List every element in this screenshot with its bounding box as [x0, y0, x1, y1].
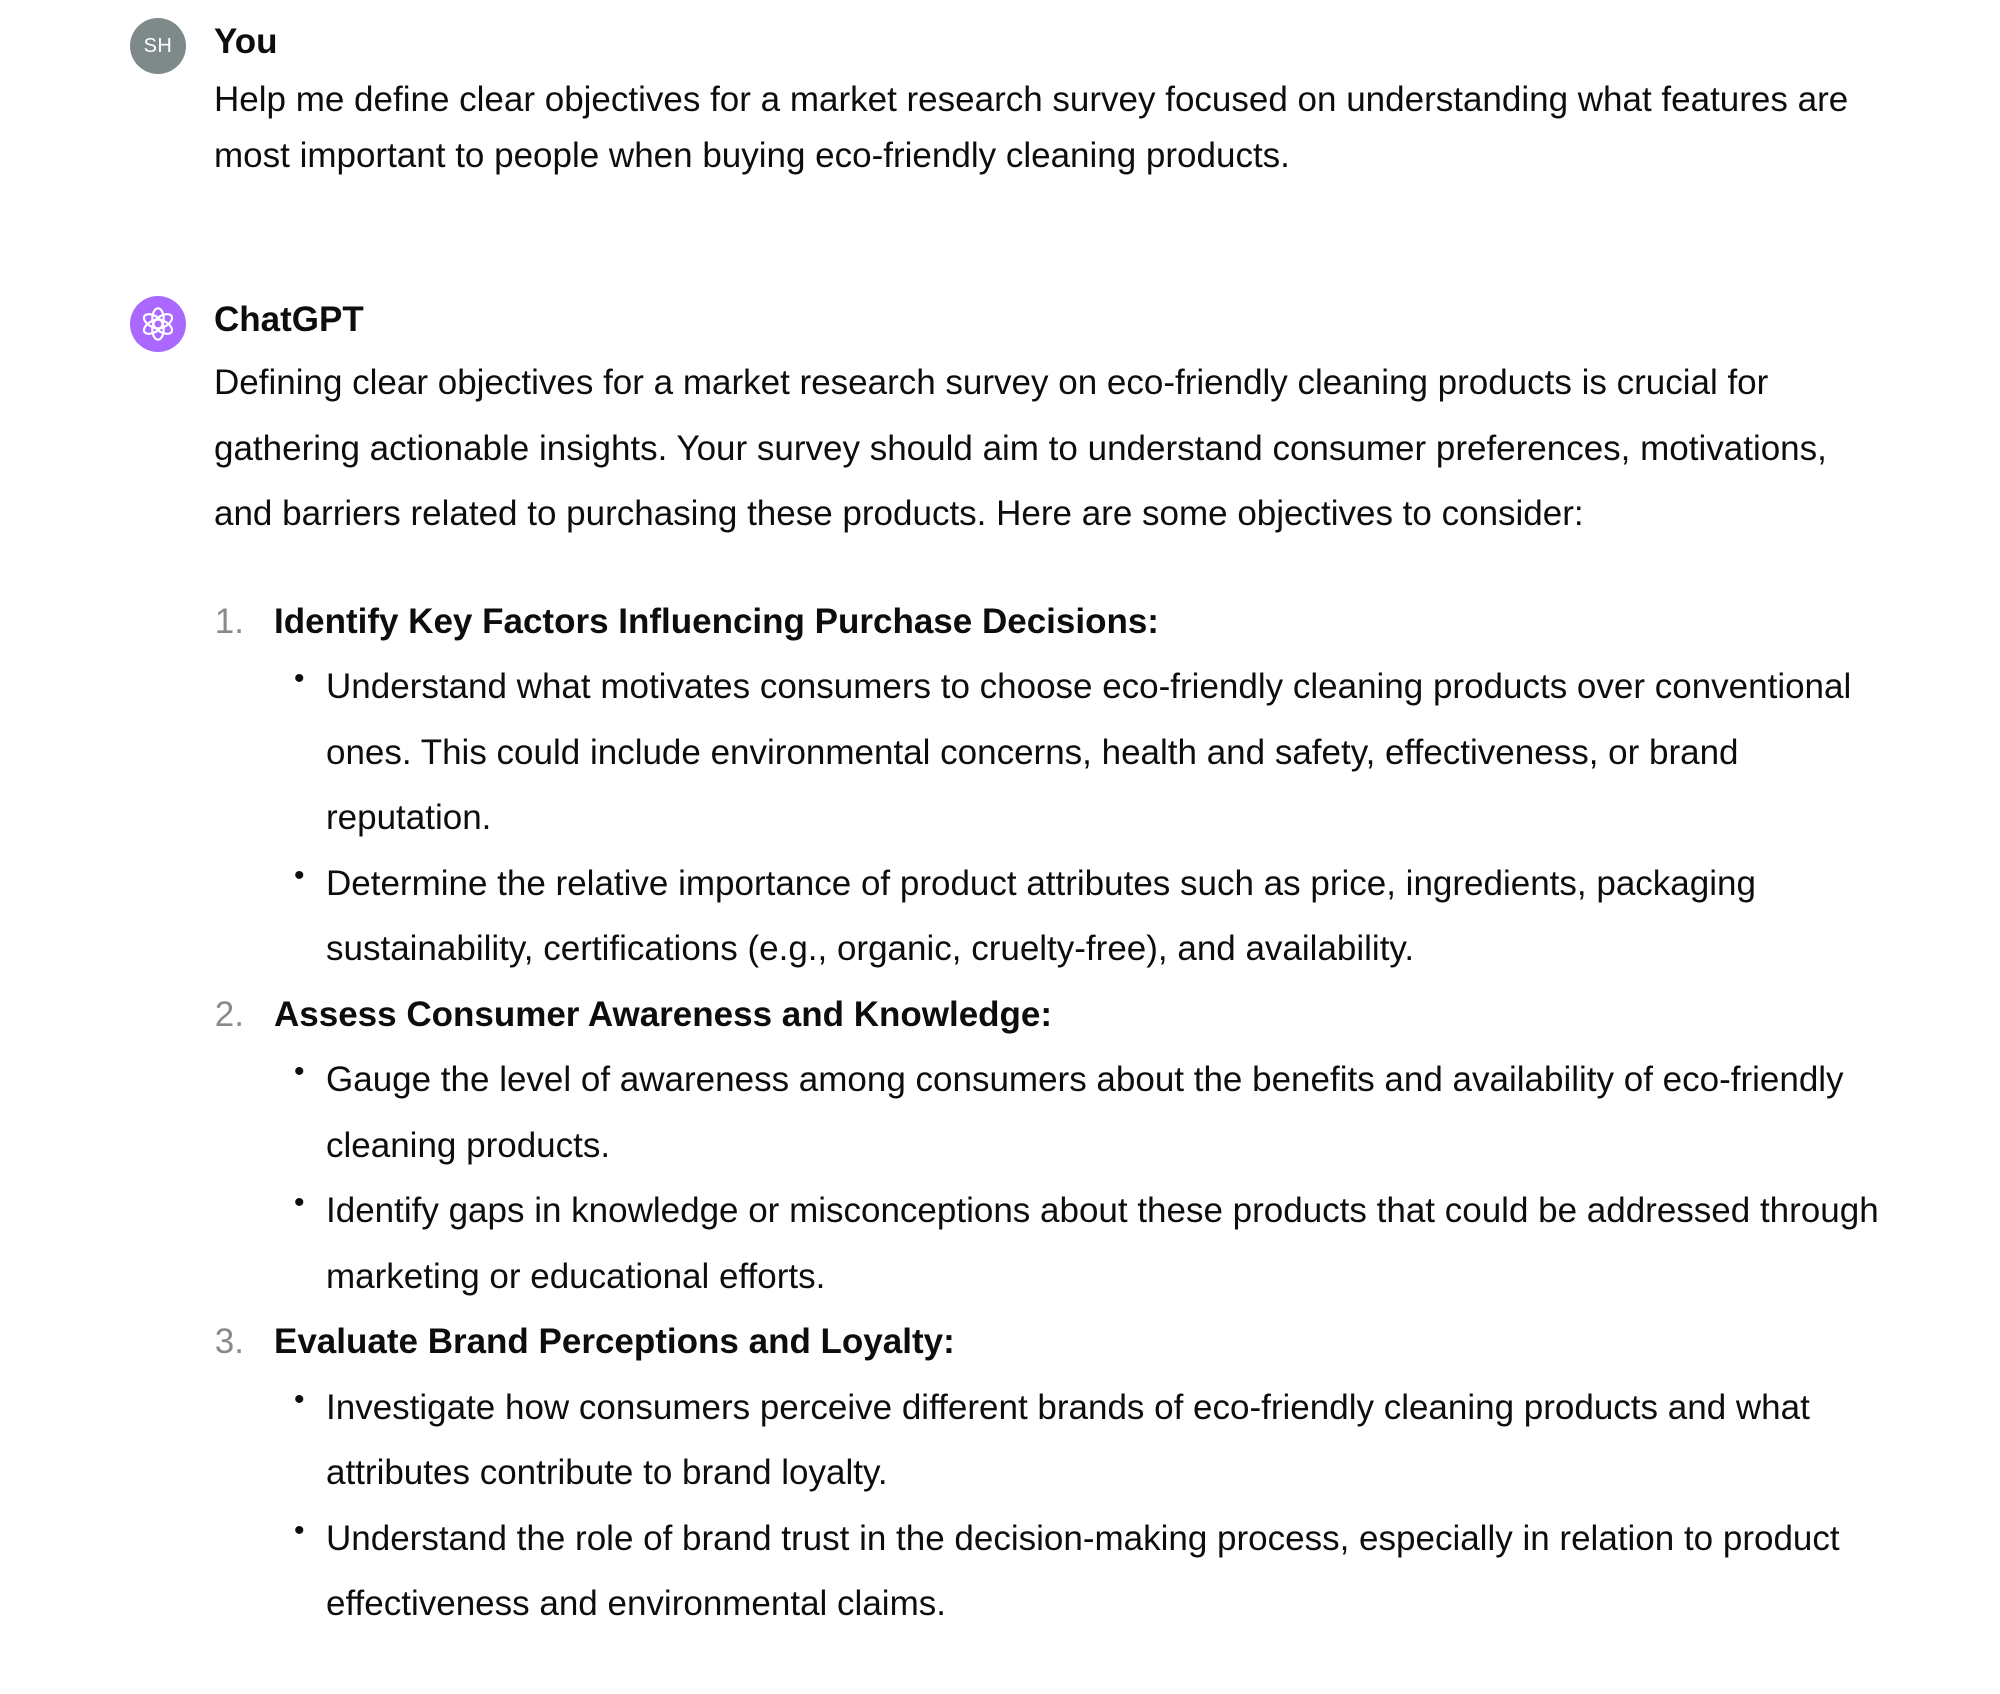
objective-item	[130, 982, 1879, 1310]
objective-point: • Gauge the level of awareness among consumers about the benefits and availability of eco-friendly cleaning products.	[274, 1047, 1886, 1178]
user-avatar: SH	[130, 18, 186, 74]
objectives-list	[130, 589, 1879, 1637]
objective-title: Evaluate Brand Perceptions and Loyalty:	[274, 1322, 955, 1361]
user-message-text: Help me define clear objectives for a market research survey focused on understanding what features are most important to people when buying eco-friendly cleaning products.	[214, 80, 1849, 175]
assistant-intro-text: Defining clear objectives for a market research survey on eco-friendly cleaning products is crucial for gathering actionable insights. Your survey should aim to understand consumer preferences, motivations, and barriers related to purchasing these products. Here are some objectives to consider:	[214, 363, 1827, 533]
objective-points	[274, 654, 1852, 982]
objective-number: 3.	[214, 1322, 244, 1361]
objective-point: • Investigate how consumers perceive different brands of eco-friendly cleaning products and what attributes contribute to brand loyalty.	[274, 1375, 1886, 1506]
user-author-name: You	[214, 22, 278, 61]
objective-points	[274, 1047, 1879, 1309]
objective-point: • Determine the relative importance of product attributes such as price, ingredients, packaging sustainability, certifications (e.g., organic, cruelty-free), and availability.	[274, 851, 1886, 982]
objective-title: Identify Key Factors Influencing Purchase Decisions:	[274, 601, 1159, 641]
objective-title: Assess Consumer Awareness and Knowledge:	[274, 994, 1053, 1034]
objective-number: 1.	[214, 601, 244, 641]
assistant-author-name: ChatGPT	[214, 300, 364, 339]
assistant-message-body	[214, 350, 1879, 1637]
assistant-avatar	[130, 296, 186, 352]
objective-point: • Identify gaps in knowledge or misconceptions about these products that could be addressed through marketing or educational efforts.	[274, 1178, 1886, 1309]
objective-item	[130, 1309, 1840, 1637]
objective-points	[274, 1375, 1840, 1637]
objective-point: • Understand what motivates consumers to choose eco-friendly cleaning products over conventional ones. This could include environmental concerns, health and safety, effectiveness, or brand reputation.	[274, 654, 1886, 851]
objective-point: • Understand the role of brand trust in the decision-making process, especially in relation to product effectiveness and environmental claims.	[274, 1506, 1886, 1637]
openai-logo-icon	[138, 304, 178, 344]
objective-number: 2.	[214, 994, 244, 1034]
objective-item	[130, 589, 1852, 982]
user-message-body	[214, 72, 1850, 184]
